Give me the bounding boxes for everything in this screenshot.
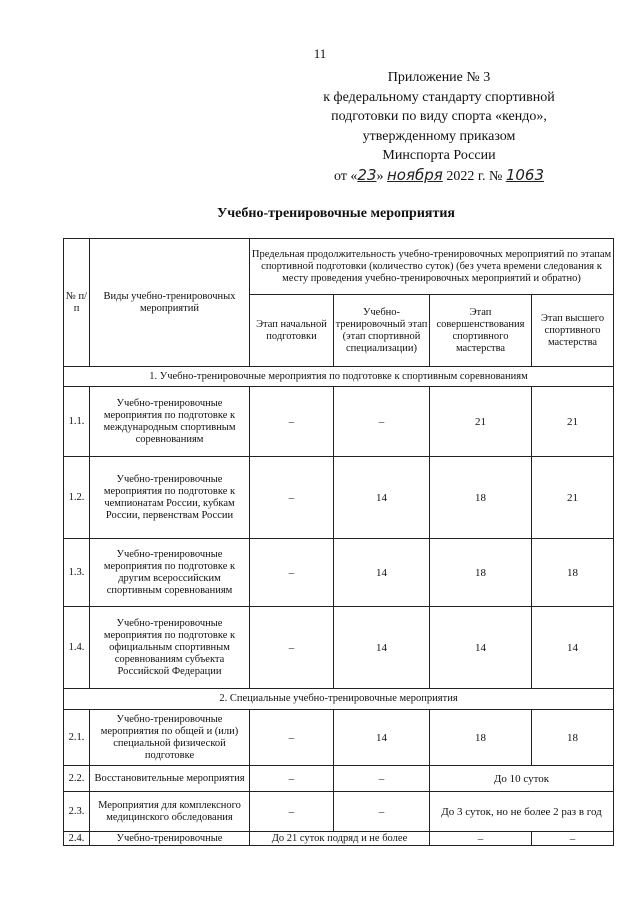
row-num: 2.3. bbox=[64, 792, 90, 832]
row-value-stage4: – bbox=[532, 832, 614, 846]
header-stage-higher: Этап высшего спортивного мастерства bbox=[532, 295, 614, 367]
appendix-line-5: Минспорта России bbox=[382, 148, 496, 163]
row-name: Учебно-тренировочные мероприятия по подготовке к чемпионатам России, кубкам России, первенствам России bbox=[90, 457, 250, 539]
row-value-stage3: 21 bbox=[430, 387, 532, 457]
table-row bbox=[64, 457, 614, 539]
table-row bbox=[64, 792, 614, 832]
row-value-merged: До 10 суток bbox=[430, 766, 614, 792]
row-name: Учебно-тренировочные мероприятия по подготовке к другим всероссийским спортивным соревнованиям bbox=[90, 539, 250, 607]
document-title: Учебно-тренировочные мероприятия bbox=[217, 206, 455, 221]
row-value-stage2: 14 bbox=[334, 539, 430, 607]
row-num: 1.2. bbox=[64, 457, 90, 539]
row-value-stage4: 18 bbox=[532, 539, 614, 607]
row-num: 2.1. bbox=[64, 710, 90, 766]
row-value-stage1: – bbox=[250, 607, 334, 689]
section-2-title: 2. Специальные учебно-тренировочные мероприятия bbox=[64, 689, 614, 710]
row-value-stage2: 14 bbox=[334, 457, 430, 539]
table-row bbox=[64, 766, 614, 792]
date-mid: » bbox=[376, 168, 387, 184]
header-stage-improvement: Этап совершенствования спортивного мастерства bbox=[430, 295, 532, 367]
row-value-stage1: – bbox=[250, 539, 334, 607]
row-value-stage3: 18 bbox=[430, 710, 532, 766]
row-value-stage3: 18 bbox=[430, 457, 532, 539]
row-value-stage2: – bbox=[334, 387, 430, 457]
row-value-stage4: 18 bbox=[532, 710, 614, 766]
row-value-stage2: – bbox=[334, 766, 430, 792]
row-value-stage4: 21 bbox=[532, 457, 614, 539]
table-row bbox=[64, 607, 614, 689]
row-value-stage1: – bbox=[250, 792, 334, 832]
training-events-table bbox=[63, 238, 614, 846]
table-row bbox=[64, 710, 614, 766]
appendix-line-1: Приложение № 3 bbox=[387, 70, 491, 85]
appendix-line-3: подготовки по виду спорта «кендо», bbox=[331, 109, 547, 124]
row-value-stage1: – bbox=[250, 710, 334, 766]
header-num: № п/п bbox=[64, 239, 90, 367]
row-value-stage3: 18 bbox=[430, 539, 532, 607]
row-value-stage2: 14 bbox=[334, 607, 430, 689]
appendix-line-2: к федеральному стандарту спортивной bbox=[323, 89, 555, 105]
row-value-stage3: – bbox=[430, 832, 532, 846]
table-row bbox=[64, 387, 614, 457]
row-value-stage1: – bbox=[250, 766, 334, 792]
appendix-header bbox=[274, 68, 604, 186]
row-value-stage1: – bbox=[250, 457, 334, 539]
handwritten-month: ноября bbox=[387, 165, 443, 184]
page-number: 11 bbox=[313, 46, 327, 61]
row-value-stage4: 21 bbox=[532, 387, 614, 457]
row-value-stage2: 14 bbox=[334, 710, 430, 766]
row-name: Учебно-тренировочные мероприятия по подготовке к официальным спортивным соревнованиям субъекта Российской Федерации bbox=[90, 607, 250, 689]
row-name: Учебно-тренировочные мероприятия по подготовке к международным спортивным соревнованиям bbox=[90, 387, 250, 457]
row-value-stage2: – bbox=[334, 792, 430, 832]
row-num: 2.4. bbox=[64, 832, 90, 846]
row-num: 2.2. bbox=[64, 766, 90, 792]
row-value-merged: До 21 суток подряд и не более bbox=[250, 832, 430, 846]
row-name: Восстановительные мероприятия bbox=[90, 766, 250, 792]
date-prefix: от « bbox=[333, 168, 358, 184]
row-value-stage4: 14 bbox=[532, 607, 614, 689]
table-row bbox=[64, 832, 614, 846]
row-num: 1.4. bbox=[64, 607, 90, 689]
header-stage-training: Учебно-тренировочный этап (этап спортивной специализации) bbox=[334, 295, 430, 367]
row-name: Учебно-тренировочные bbox=[90, 832, 250, 846]
row-value-stage3: 14 bbox=[430, 607, 532, 689]
date-year: 2022 г. № bbox=[442, 168, 506, 184]
row-num: 1.1. bbox=[64, 387, 90, 457]
row-name: Мероприятия для комплексного медицинского обследования bbox=[90, 792, 250, 832]
row-value-stage1: – bbox=[250, 387, 334, 457]
row-value-merged: До 3 суток, но не более 2 раз в год bbox=[430, 792, 614, 832]
header-stage-initial: Этап начальной подготовки bbox=[250, 295, 334, 367]
header-kind: Виды учебно-тренировочных мероприятий bbox=[90, 239, 250, 367]
header-duration: Предельная продолжительность учебно-тренировочных мероприятий по этапам спортивной подготовки (количество суток) (без учета времени следования к месту проведения учебно-тренировочных мероприятий и обратно) bbox=[250, 239, 614, 295]
appendix-line-4: утвержденному приказом bbox=[362, 128, 516, 144]
handwritten-order-number: 1063 bbox=[505, 165, 545, 184]
handwritten-day: 23 bbox=[357, 165, 377, 184]
section-1-title: 1. Учебно-тренировочные мероприятия по подготовке к спортивным соревнованиям bbox=[64, 367, 614, 387]
table-row bbox=[64, 539, 614, 607]
row-num: 1.3. bbox=[64, 539, 90, 607]
order-date-line bbox=[274, 166, 604, 187]
row-name: Учебно-тренировочные мероприятия по общей и (или) специальной физической подготовке bbox=[90, 710, 250, 766]
